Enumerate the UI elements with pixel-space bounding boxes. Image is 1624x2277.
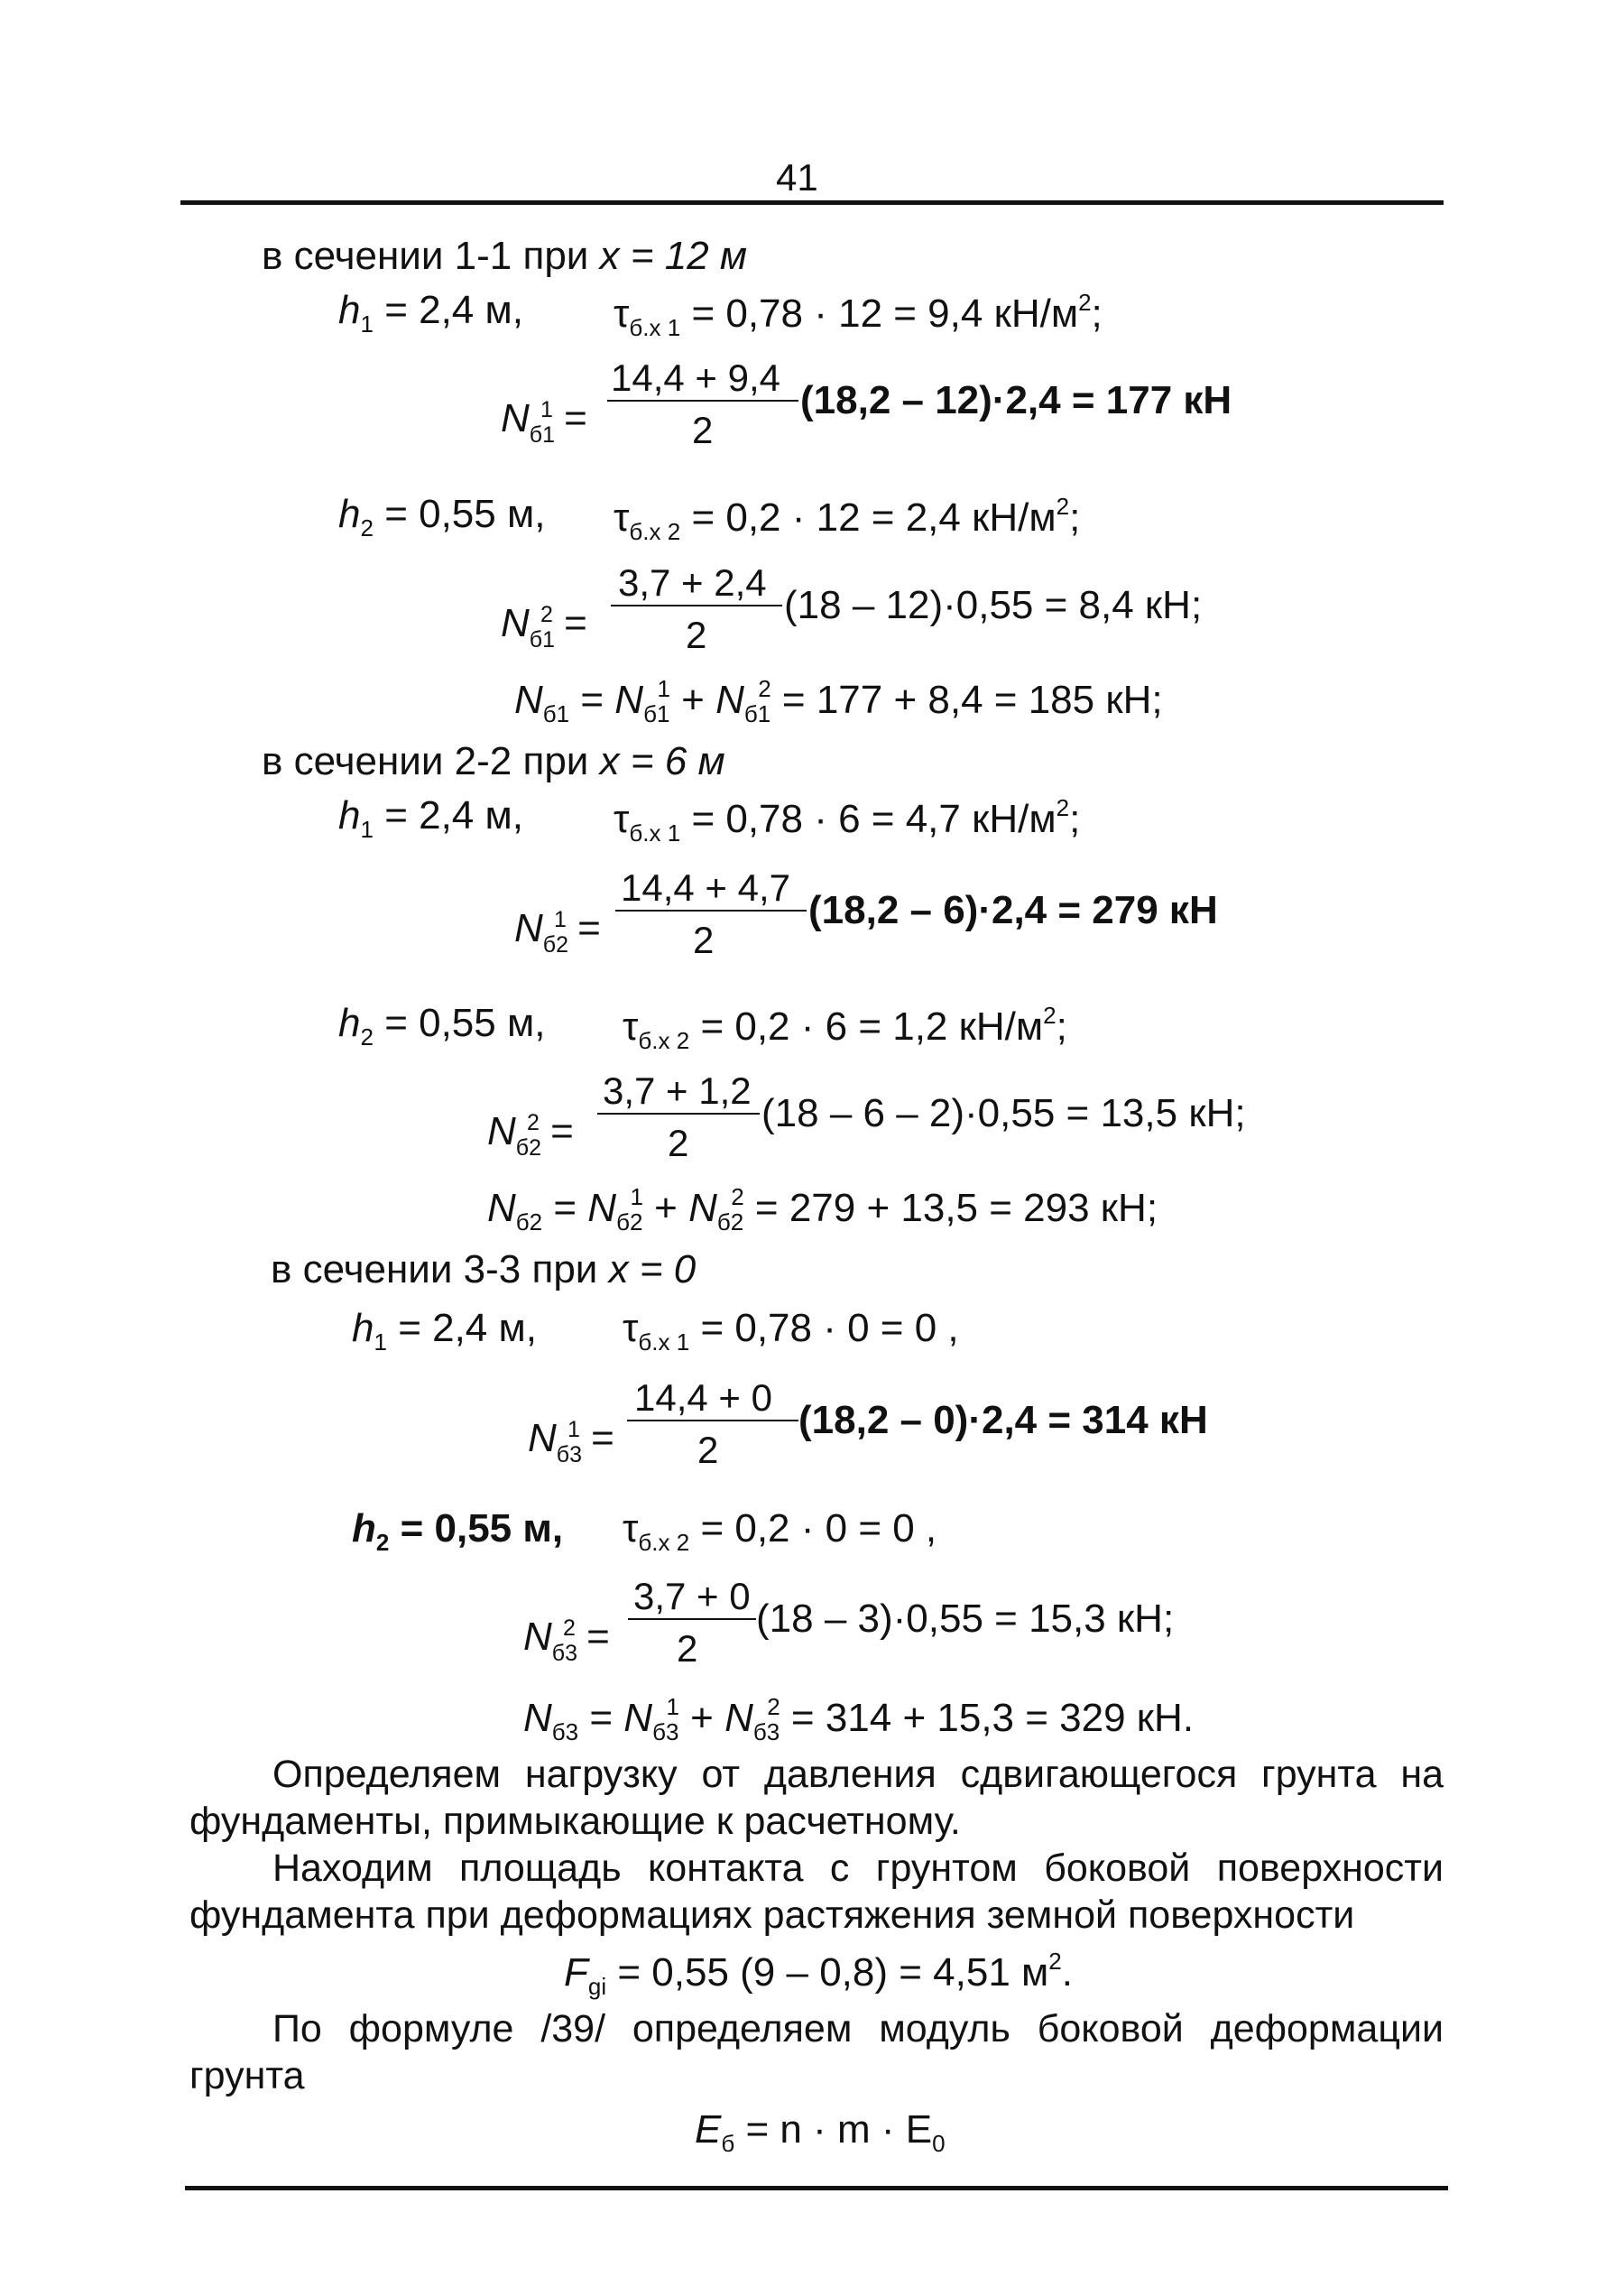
page-number: 41: [776, 156, 818, 199]
paragraph-load: Определяем нагрузку от давления сдвигающегося грунта на фундаменты, примыкающие к расчетному.: [189, 1753, 1444, 1843]
section-3-n2-fraction-bar: [628, 1618, 756, 1620]
section-1-heading: [262, 236, 747, 276]
section-2-h2: = 0,55 м,: [384, 1001, 546, 1045]
section-2-n2-denominator: 2: [668, 1122, 689, 1164]
section-1-n1-rest: (18,2 – 12)·2,4 = 177 кН: [800, 378, 1232, 422]
section-1-h2-line: $h_2 = 0,55$ м,: [338, 492, 546, 541]
section-2-n2-lhs: $N_{б2}^2$ =: [487, 1109, 574, 1161]
section-3-heading-text: в сечении 3-3 при: [271, 1247, 598, 1291]
section-1-n2-fraction-bar: [611, 605, 782, 606]
section-1-tau1-line: $\tau_{б.х 1} = 0,78 \cdot 12 = 9,4$ $кН/м^2$;: [614, 289, 1103, 341]
section-1-h2: = 0,55 м,: [384, 492, 546, 536]
paragraph-modulus: По формуле /39/ определяем модуль боковой деформации грунта: [189, 2007, 1444, 2097]
section-1-n2-denominator: 2: [686, 614, 707, 656]
section-3-tau2: = 0,2 · 0 = 0 ,: [700, 1506, 937, 1550]
section-3-n1-rest: (18,2 – 0)·2,4 = 314 кН: [798, 1398, 1208, 1442]
section-2-n1-rest: (18,2 – 6)·2,4 = 279 кН: [808, 888, 1218, 932]
section-1-n2-equation: [501, 561, 1223, 656]
formula-area-value: = 0,55 (9 – 0,8) = 4,51 м: [617, 1950, 1049, 1995]
section-3-tau2-line: $\tau_{б.х 2} = 0,2 \cdot 0 = 0$ ,: [623, 1506, 937, 1556]
section-2-tau2-line: $\tau_{б.х 2} = 0,2 \cdot 6 = 1,2$ $кН/м^2$;: [623, 1002, 1067, 1054]
section-3-h2-line: $h_2 = 0,55$ м,: [352, 1506, 564, 1556]
section-2-n1-fraction-bar: [615, 910, 807, 912]
section-1-tau2-line: $\tau_{б.х 2} = 0,2 \cdot 12 = 2,4$ $кН/м^2$;: [614, 493, 1081, 545]
section-2-n1-lhs: $N_{б2}^1$ =: [514, 906, 601, 958]
section-2-h2-line: $h_2 = 0,55$ м,: [338, 1001, 546, 1051]
section-2-n2-equation: [487, 1069, 1246, 1164]
section-1-n1-equation: [501, 356, 1232, 451]
section-1-sum-value: = 177 + 8,4 = 185 кН;: [781, 678, 1163, 722]
section-1-sum: $N_{б1} = N_{б1}^1 + N_{б1}^2 = 177 + 8,4 = 185$ кН;: [514, 675, 1163, 727]
section-1-heading-text: в сечении 1-1 при: [262, 234, 589, 278]
section-1-n1-fraction-bar: [607, 400, 798, 402]
section-3-tau1-line: $\tau_{б.х 1} = 0,78 \cdot 0 = 0$ ,: [623, 1306, 959, 1356]
section-3-n2-numerator: 3,7 + 0: [633, 1575, 751, 1617]
section-2-sum-value: = 279 + 13,5 = 293 кН;: [754, 1186, 1158, 1230]
section-2-n1-numerator: 14,4 + 4,7: [621, 866, 790, 909]
section-3-n1-equation: [528, 1376, 1232, 1471]
header-rule: [180, 200, 1444, 205]
section-3-h1-line: $h_1 = 2,4$ м,: [352, 1306, 537, 1356]
formula-area: $F_{gi} = 0,55$ (9 – 0,8) = 4,51 $м^2$.: [564, 1948, 1073, 2000]
section-2-tau2: = 0,2 · 6 = 1,2 кН/м: [700, 1004, 1044, 1049]
section-3-sum: $N_{б3} = N_{б3}^1 + N_{б3}^2 = 314 + 15,3 = 329$ кН.: [523, 1693, 1195, 1745]
section-1-tau1: = 0,78 · 12 = 9,4 кН/м: [691, 292, 1079, 336]
section-1-n2-lhs: $N_{б1}^2$ =: [501, 601, 587, 653]
section-3-heading: [271, 1247, 697, 1291]
section-3-n2-equation: [523, 1575, 1209, 1670]
section-2-n2-fraction-bar: [597, 1113, 760, 1115]
section-1-n1-denominator: 2: [692, 409, 714, 451]
section-2-h1-line: $h_1 = 2,4$ м,: [338, 793, 523, 843]
section-2-n1-denominator: 2: [693, 919, 715, 961]
section-1-n1-lhs: $N_{б1}^1$ =: [501, 396, 587, 448]
section-3-condition: x = 0: [608, 1247, 697, 1291]
section-3-n1-numerator: 14,4 + 0: [634, 1376, 772, 1419]
section-1-condition: x = 12 м: [599, 234, 748, 278]
section-2-n1-equation: [514, 866, 1236, 961]
section-3-n1-fraction-bar: [627, 1420, 798, 1421]
section-2-n2-numerator: 3,7 + 1,2: [603, 1069, 752, 1112]
section-2-tau1-line: $\tau_{б.х 1} = 0,78 \cdot 6 = 4,7$ $кН/м^2$;: [614, 794, 1081, 847]
section-2-condition: x = 6 м: [599, 739, 725, 783]
formula-modulus: $E_б = n \cdot m \cdot E_0$: [695, 2107, 946, 2157]
section-2-sum: $N_{б2} = N_{б2}^1 + N_{б2}^2 = 279 + 13,5 = 293$ кН;: [487, 1183, 1158, 1236]
section-2-heading: [262, 739, 725, 783]
section-3-n1-lhs: $N_{б3}^1$ =: [528, 1416, 614, 1467]
formula-modulus-value: = n · m · E: [745, 2107, 933, 2152]
section-3-n2-rest: (18 – 3)·0,55 = 15,3 кН;: [756, 1597, 1175, 1641]
section-3-n1-denominator: 2: [697, 1429, 719, 1471]
section-1-tau2: = 0,2 · 12 = 2,4 кН/м: [691, 495, 1057, 540]
section-3-tau1: = 0,78 · 0 = 0 ,: [700, 1306, 959, 1350]
paragraph-contact-area: Находим площадь контакта с грунтом боковой поверхности фундамента при деформациях растяжения земной поверхности: [189, 1847, 1444, 1937]
section-3-h2: = 0,55 м,: [400, 1506, 564, 1550]
section-1-n2-rest: (18 – 12)·0,55 = 8,4 кН;: [784, 583, 1203, 627]
section-1-n1-numerator: 14,4 + 9,4: [611, 356, 780, 399]
section-3-n2-denominator: 2: [677, 1627, 698, 1670]
section-3-sum-value: = 314 + 15,3 = 329 кН.: [790, 1696, 1195, 1740]
section-2-n2-rest: (18 – 6 – 2)·0,55 = 13,5 кН;: [761, 1091, 1246, 1135]
section-1-h1: = 2,4 м,: [384, 288, 523, 332]
section-3-n2-lhs: $N_{б3}^2$ =: [523, 1615, 610, 1666]
section-1-h1-line: $h_1 = 2,4$ м,: [338, 288, 523, 338]
section-2-h1: = 2,4 м,: [384, 793, 523, 838]
section-3-h1: = 2,4 м,: [398, 1306, 537, 1350]
footer-rule: [185, 2186, 1448, 2190]
section-2-heading-text: в сечении 2-2 при: [262, 739, 589, 783]
section-1-n2-numerator: 3,7 + 2,4: [618, 561, 767, 604]
section-2-tau1: = 0,78 · 6 = 4,7 кН/м: [691, 797, 1057, 841]
